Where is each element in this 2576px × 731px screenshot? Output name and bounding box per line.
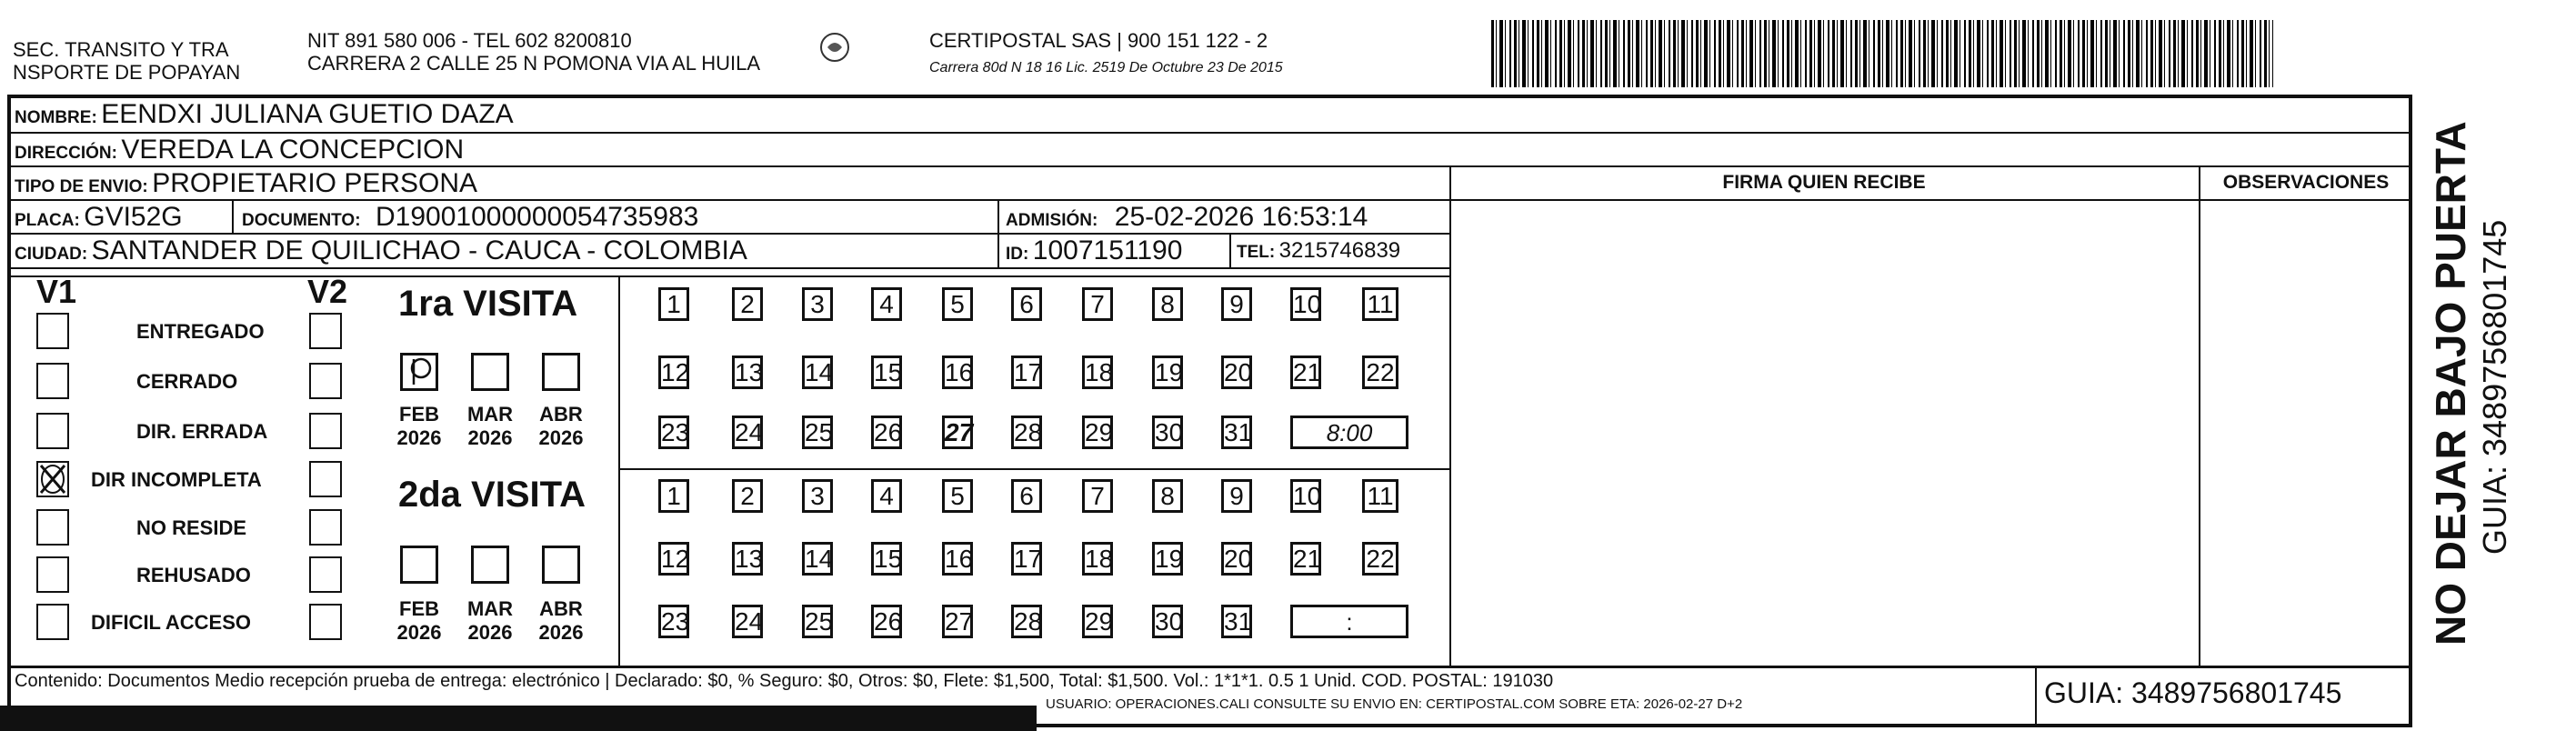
month-year: 2026 (467, 426, 513, 449)
ciudad-value: SANTANDER DE QUILICHAO - CAUCA - COLOMBIA (91, 235, 747, 265)
day-box[interactable]: 18 (1082, 355, 1113, 389)
id-value: 1007151190 (1032, 235, 1183, 265)
v1-checkbox[interactable] (36, 556, 69, 593)
status-label: REHUSADO (136, 564, 251, 586)
day-box[interactable]: 5 (942, 287, 973, 321)
v2-checkbox[interactable] (309, 363, 342, 399)
v1-header: V1 (36, 273, 77, 310)
day-box[interactable]: 10 (1290, 287, 1321, 321)
month-checkbox[interactable] (471, 546, 509, 584)
day-box[interactable]: 31 (1221, 416, 1252, 449)
sender-line-2: NSPORTE DE POPAYAN (13, 61, 241, 84)
v2-checkbox[interactable] (309, 509, 342, 546)
v1-checkbox[interactable] (36, 461, 69, 497)
day-box[interactable]: 16 (942, 542, 973, 576)
month-checkbox[interactable] (400, 353, 438, 391)
day-box[interactable]: 9 (1221, 479, 1252, 513)
day-box[interactable]: 14 (802, 355, 833, 389)
placa-field (15, 200, 183, 234)
tel-label: TEL: (1237, 243, 1276, 262)
tipo-envio-row (15, 166, 477, 200)
footer-guia: GUIA: 3489756801745 (2044, 676, 2342, 709)
day-box[interactable]: 11 (1362, 287, 1398, 321)
day-box[interactable]: 29 (1082, 605, 1113, 638)
second-visit-title: 2da VISITA (398, 475, 586, 515)
day-box[interactable]: 25 (802, 416, 833, 449)
day-box[interactable]: 3 (802, 287, 833, 321)
id-field (1006, 234, 1182, 267)
month-year: 2026 (467, 621, 513, 644)
day-box[interactable]: 19 (1152, 542, 1183, 576)
month-checkbox[interactable] (542, 353, 580, 391)
day-box[interactable]: 7 (1082, 287, 1113, 321)
day-box[interactable]: 22 (1362, 355, 1398, 389)
contenido-line: Contenido: Documentos Medio recepción prueba de entrega: electrónico | Declarado: $0, % Seguro: $0, Otros: $0, Flete: $1,500, Total: $1,500. Vol.: 1*1*1. 0.5 1 Unid. COD. POSTAL: 191030 (15, 671, 1554, 691)
barcode (1491, 20, 2273, 87)
day-box[interactable]: 22 (1362, 542, 1398, 576)
day-box[interactable]: 6 (1011, 287, 1042, 321)
day-box[interactable]: 7 (1082, 479, 1113, 513)
placa-value: GVI52G (84, 202, 183, 232)
sender-line-1: SEC. TRANSITO Y TRA (13, 38, 229, 61)
address-line: CARRERA 2 CALLE 25 N POMONA VIA AL HUILA (307, 52, 761, 75)
no-dejar-warning: NO DEJAR BAJO PUERTA (2427, 121, 2474, 646)
month-name: FEB (399, 597, 439, 620)
ciudad-label: CIUDAD: (15, 245, 88, 264)
day-box[interactable]: 21 (1290, 355, 1321, 389)
day-box[interactable]: 23 (658, 605, 689, 638)
month-label (532, 403, 590, 450)
v1-checkbox[interactable] (36, 509, 69, 546)
carrier-line: CERTIPOSTAL SAS | 900 151 122 - 2 (929, 29, 1268, 52)
month-name: ABR (539, 597, 583, 620)
month-year: 2026 (396, 426, 442, 449)
month-label (390, 597, 448, 645)
day-box[interactable]: 27 (942, 605, 973, 638)
status-label: DIR INCOMPLETA (91, 468, 262, 491)
status-label: DIFICIL ACCESO (91, 611, 252, 634)
day-box[interactable]: 30 (1152, 605, 1183, 638)
month-label (390, 403, 448, 450)
day-box[interactable]: 21 (1290, 542, 1321, 576)
month-checkbox[interactable] (471, 353, 509, 391)
day-box[interactable]: 8 (1152, 287, 1183, 321)
day-box[interactable]: 1 (658, 479, 689, 513)
v1-checkbox[interactable] (36, 413, 69, 449)
documento-label: DOCUMENTO: (242, 211, 361, 230)
day-box[interactable]: 31 (1221, 605, 1252, 638)
day-box[interactable]: 26 (871, 416, 902, 449)
day-box[interactable]: 2 (732, 287, 763, 321)
day-box[interactable]: 9 (1221, 287, 1252, 321)
month-name: ABR (539, 403, 583, 426)
direccion-value: VEREDA LA CONCEPCION (121, 135, 465, 165)
day-box[interactable]: 24 (732, 416, 763, 449)
month-year: 2026 (538, 426, 584, 449)
observaciones-header: OBSERVACIONES (2222, 172, 2390, 193)
month-year: 2026 (396, 621, 442, 644)
visit-time-box[interactable]: 8:00 (1290, 416, 1408, 449)
admision-field (1006, 200, 1368, 234)
day-box[interactable]: 23 (658, 416, 689, 449)
day-box[interactable]: 10 (1290, 479, 1321, 513)
status-label: NO RESIDE (136, 516, 247, 539)
status-label: CERRADO (136, 370, 238, 393)
documento-field (242, 200, 698, 234)
firma-header: FIRMA QUIEN RECIBE (1722, 172, 1926, 193)
day-box[interactable]: 24 (732, 605, 763, 638)
day-box[interactable]: 20 (1221, 355, 1252, 389)
v2-checkbox[interactable] (309, 413, 342, 449)
day-box[interactable]: 14 (802, 542, 833, 576)
day-box[interactable]: 12 (658, 542, 689, 576)
tipo-envio-label: TIPO DE ENVIO: (15, 177, 148, 196)
month-label (532, 597, 590, 645)
v1-checkbox[interactable] (36, 313, 69, 349)
day-box[interactable]: 20 (1221, 542, 1252, 576)
v2-checkbox[interactable] (309, 556, 342, 593)
day-box[interactable]: 15 (871, 542, 902, 576)
nombre-value: EENDXI JULIANA GUETIO DAZA (101, 99, 514, 129)
day-box[interactable]: 25 (802, 605, 833, 638)
footer-dark-band (0, 706, 1037, 731)
day-box[interactable]: 18 (1082, 542, 1113, 576)
day-box[interactable]: 26 (871, 605, 902, 638)
tel-value: 3215746839 (1278, 238, 1401, 263)
day-box[interactable]: 4 (871, 287, 902, 321)
carrier-license: Carrera 80d N 18 16 Lic. 2519 De Octubre 23 De 2015 (929, 60, 1283, 75)
nit-line: NIT 891 580 006 - TEL 602 8200810 (307, 29, 632, 52)
visit-time-box[interactable]: : (1290, 605, 1408, 638)
day-box[interactable]: 11 (1362, 479, 1398, 513)
admision-value: 25-02-2026 16:53:14 (1114, 202, 1368, 232)
month-name: MAR (466, 403, 514, 426)
v2-header: V2 (307, 273, 348, 310)
status-label: ENTREGADO (136, 320, 265, 343)
day-box[interactable]: 1 (658, 287, 689, 321)
nombre-row (15, 97, 514, 131)
month-year: 2026 (538, 621, 584, 644)
day-box[interactable]: 29 (1082, 416, 1113, 449)
documento-value: D19001000000054735983 (376, 202, 699, 232)
day-box[interactable]: 27 (942, 416, 973, 449)
nombre-label: NOMBRE: (15, 108, 97, 127)
month-name: FEB (399, 403, 439, 426)
day-box[interactable]: 28 (1011, 605, 1042, 638)
day-box[interactable]: 19 (1152, 355, 1183, 389)
month-label (461, 597, 519, 645)
day-box[interactable]: 4 (871, 479, 902, 513)
first-visit-title: 1ra VISITA (398, 284, 578, 324)
sender-contact (307, 29, 760, 75)
day-box[interactable]: 17 (1011, 355, 1042, 389)
month-checkbox[interactable] (400, 546, 438, 584)
v2-checkbox[interactable] (309, 604, 342, 640)
day-box[interactable]: 28 (1011, 416, 1042, 449)
v2-checkbox[interactable] (309, 461, 342, 497)
month-name: MAR (466, 597, 514, 620)
v1-checkbox[interactable] (36, 363, 69, 399)
id-label: ID: (1006, 245, 1029, 264)
month-checkbox[interactable] (542, 546, 580, 584)
side-guia-number: GUIA: 3489756801745 (2476, 219, 2513, 555)
certipostal-logo-icon (818, 31, 851, 64)
day-box[interactable]: 13 (732, 355, 763, 389)
status-label: DIR. ERRADA (136, 420, 268, 443)
day-box[interactable]: 12 (658, 355, 689, 389)
usuario-line: USUARIO: OPERACIONES.CALI CONSULTE SU ENVIO EN: CERTIPOSTAL.COM SOBRE ETA: 2026-02-27 D+2 (1046, 696, 1743, 712)
direccion-label: DIRECCIÓN: (15, 144, 117, 163)
tipo-envio-value: PROPIETARIO PERSONA (152, 168, 478, 198)
day-box[interactable]: 3 (802, 479, 833, 513)
admision-label: ADMISIÓN: (1006, 211, 1098, 230)
day-box[interactable]: 6 (1011, 479, 1042, 513)
day-box[interactable]: 5 (942, 479, 973, 513)
v1-checkbox[interactable] (36, 604, 69, 640)
day-box[interactable]: 30 (1152, 416, 1183, 449)
sender-name (13, 38, 240, 84)
month-label (461, 403, 519, 450)
placa-label: PLACA: (15, 211, 80, 230)
ciudad-field (15, 234, 747, 267)
v2-checkbox[interactable] (309, 313, 342, 349)
day-box[interactable]: 13 (732, 542, 763, 576)
day-box[interactable]: 17 (1011, 542, 1042, 576)
day-box[interactable]: 16 (942, 355, 973, 389)
direccion-row (15, 133, 464, 166)
day-box[interactable]: 8 (1152, 479, 1183, 513)
tel-field (1237, 234, 1400, 267)
day-box[interactable]: 15 (871, 355, 902, 389)
day-box[interactable]: 2 (732, 479, 763, 513)
